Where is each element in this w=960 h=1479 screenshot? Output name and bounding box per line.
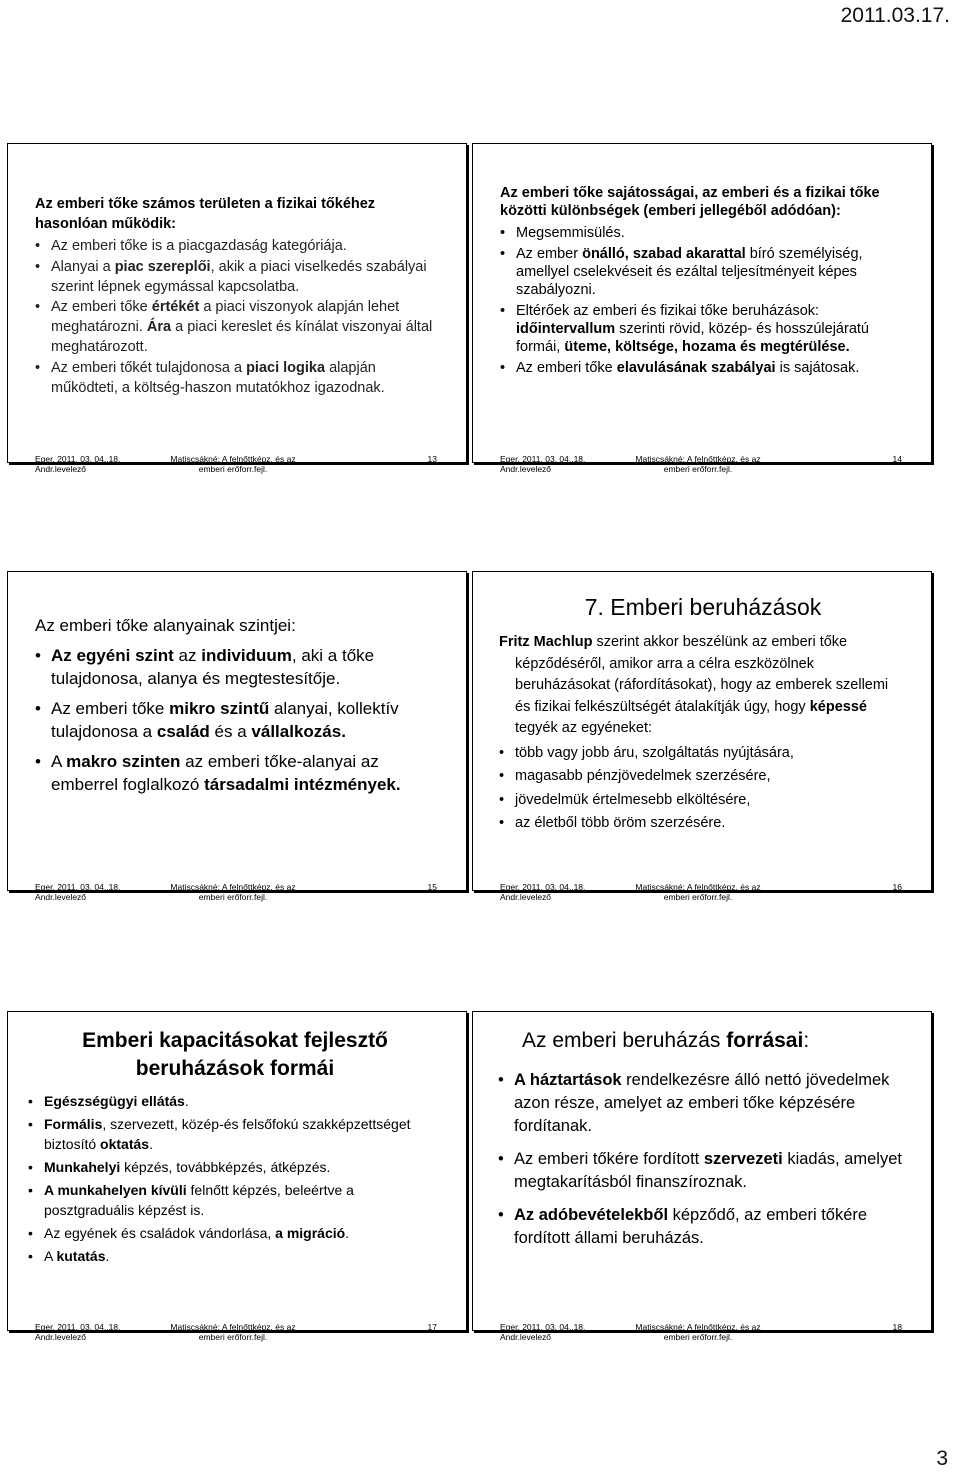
bullet-item: • Az emberi tőke is a piacgazdaság kategóriája. [35,236,442,256]
bullet-item: • Formális, szervezett, közép-és felsőfokú szakképzettséget biztosító oktatás. [28,1114,442,1154]
slide-title: Emberi kapacitásokat fejlesztő beruházások formái [82,1029,388,1080]
slide-number: 16 [892,882,902,892]
bullet-item: • az életből több öröm szerzésére. [499,813,907,835]
bullet-item: • Az egyéni szint az individuum, aki a tőke tulajdonosa, alanya és megtestesítője. [35,644,442,691]
bullet-item: • Megsemmisülés. [500,224,907,242]
slide-number: 17 [427,1322,437,1332]
slide-17: Emberi kapacitásokat fejlesztő beruházások formái • Egészségügyi ellátás. • Formális, szervezett, közép-és felsőfokú szakképzettséget biztosító oktatás. • Munkahelyi képzés, továbbképzés, átképzés. • A munkahelyen kívüli felnőtt képzés, beleértve a posztgraduális képzést is. • Az egyének és családok vándorlása, a migráció. • A kutatás. Eger, 2011. 03. 04.,18. Andr.levelező Matiscsákné: A felnőttképz. és az emberi erőforr.fejl. 17 [7,1011,467,1331]
bullet-item: • Az emberi tőke értékét a piaci viszonyok alapján lehet meghatározni. Ára a piaci kereslet és kínálat viszonyai által meghatározott. [35,297,442,358]
slide-title: Az emberi beruházás forrásai: [522,1029,810,1052]
bullet-item: • A makro szinten az emberi tőke-alanyai az emberrel foglalkozó társadalmi intézmények. [35,750,442,797]
slide-number: 18 [892,1322,902,1332]
slide-15: Az emberi tőke alanyainak szintjei: • Az egyéni szint az individuum, aki a tőke tulajdonosa, alanya és megtestesítője. • Az emberi tőke mikro szintű alanyai, kollektív tulajdonosa a család és a vállalkozás. • A makro szinten az emberi tőke-alanyai az emberrel foglalkozó társadalmi intézmények. Eger, 2011. 03. 04.,18. Andr.levelező Matiscsákné: A felnőttképz. és az emberi erőforr.fejl. 15 [7,571,467,891]
page-number: 3 [936,1447,948,1470]
bullet-item: • Az ember önálló, szabad akarattal bíró személyiség, amellyel cselekvéseit és ezáltal teljesítményeit képes szabályozni. [500,245,907,299]
slide-title: Az emberi tőke számos területen a fizikai tőkéhez hasonlóan működik: [35,196,376,233]
bullet-item: • Egészségügyi ellátás. [28,1091,442,1111]
bullet-item: • Az emberi tőke elavulásának szabályai is sajátosak. [500,359,907,377]
slide-13: Az emberi tőke számos területen a fizikai tőkéhez hasonlóan működik: • Az emberi tőke is a piacgazdaság kategóriája. • Alanyai a piac szereplői, akik a piaci viselkedés szabályai szerint lépnek egymással kapcsolatba. • Az emberi tőke értékét a piaci viszonyok alapján lehet meghatározni. Ára a piaci kereslet és kínálat viszonyai által meghatározott. • Az emberi tőkét tulajdonosa a piaci logika alapján működteti, a költség-haszon mutatókhoz igazodnak. Eger, 2011. 03. 04.,18. Andr.levelező Matiscsákné: A felnőttképz. és az emberi erőforr.fejl. 13 [7,143,467,463]
slide-number: 13 [427,454,437,464]
bullet-item: • Az adóbevételekből képződő, az emberi tőkére fordított állami beruházás. [498,1204,907,1250]
bullet-item: • több vagy jobb áru, szolgáltatás nyújtására, [499,743,907,765]
page-date: 2011.03.17. [840,4,950,27]
slide-title: Az emberi tőke sajátosságai, az emberi és a fizikai tőke közötti különbségek (emberi jellegéből adódóan): [500,185,880,219]
intro-paragraph: Fritz Machlup szerint akkor beszélünk az emberi tőke képződéséről, amikor arra a célra eszközölnek beruházásokat (ráfordításokat), hogy az emberek szellemi és fizikai felkészültségét átalakítják úgy, hogy képessé tegyék az egyéneket: [499,634,889,736]
slide-title: 7. Emberi beruházások [584,594,822,620]
slide-16: 7. Emberi beruházások Fritz Machlup szerint akkor beszélünk az emberi tőke képződéséről, amikor arra a célra eszközölnek beruházásokat (ráfordításokat), hogy az emberek szellemi és fizikai felkészültségét átalakítják úgy, hogy képessé tegyék az egyéneket: • több vagy jobb áru, szolgáltatás nyújtására, • magasabb pénzjövedelmek szerzésére, • jövedelmük értelmesebb elköltésére, • az életből több öröm szerzésére. Eger, 2011. 03. 04.,18. Andr.levelező Matiscsákné: A felnőttképz. és az emberi erőforr.fejl. 16 [472,571,932,891]
bullet-item: • Eltérőek az emberi és fizikai tőke beruházások: időintervallum szerinti rövid, közép- és hosszúlejáratú formái, üteme, költsége, hozama és megtérülése. [500,302,907,356]
bullet-item: • A kutatás. [28,1246,442,1266]
slide-title: Az emberi tőke alanyainak szintjei: [35,616,296,635]
bullet-item: • Alanyai a piac szereplői, akik a piaci viselkedés szabályai szerint lépnek egymással kapcsolatba. [35,257,442,297]
bullet-item: • Munkahelyi képzés, továbbképzés, átképzés. [28,1157,442,1177]
slide-18: Az emberi beruházás forrásai: • A háztartások rendelkezésre álló nettó jövedelmek azon része, amelyet az emberi tőke képzésére fordítanak. • Az emberi tőkére fordított szervezeti kiadás, amelyet megtakarításból finanszíroznak. • Az adóbevételekből képződő, az emberi tőkére fordított állami beruházás. Eger, 2011. 03. 04.,18. Andr.levelező Matiscsákné: A felnőttképz. és az emberi erőforr.fejl. 18 [472,1011,932,1331]
bullet-item: • jövedelmük értelmesebb elköltésére, [499,790,907,812]
bullet-item: • A háztartások rendelkezésre álló nettó jövedelmek azon része, amelyet az emberi tőke képzésére fordítanak. [498,1069,907,1138]
bullet-item: • Az emberi tőkére fordított szervezeti kiadás, amelyet megtakarításból finanszíroznak. [498,1148,907,1194]
bullet-item: • Az emberi tőke mikro szintű alanyai, kollektív tulajdonosa a család és a vállalkozás. [35,697,442,744]
bullet-item: • A munkahelyen kívüli felnőtt képzés, beleértve a posztgraduális képzést is. [28,1180,442,1220]
slide-14: Az emberi tőke sajátosságai, az emberi és a fizikai tőke közötti különbségek (emberi jellegéből adódóan): • Megsemmisülés. • Az ember önálló, szabad akarattal bíró személyiség, amellyel cselekvéseit és ezáltal teljesítményeit képes szabályozni. • Eltérőek az emberi és fizikai tőke beruházások: időintervallum szerinti rövid, közép- és hosszúlejáratú formái, üteme, költsége, hozama és megtérülése. • Az emberi tőke elavulásának szabályai is sajátosak. Eger, 2011. 03. 04.,18. Andr.levelező Matiscsákné: A felnőttképz. és az emberi erőforr.fejl. 14 [472,143,932,463]
bullet-item: • magasabb pénzjövedelmek szerzésére, [499,766,907,788]
bullet-item: • Az emberi tőkét tulajdonosa a piaci logika alapján működteti, a költség-haszon mutatókhoz igazodnak. [35,358,442,398]
bullet-item: • Az egyének és családok vándorlása, a migráció. [28,1223,442,1243]
slide-number: 15 [427,882,437,892]
slide-number: 14 [892,454,902,464]
